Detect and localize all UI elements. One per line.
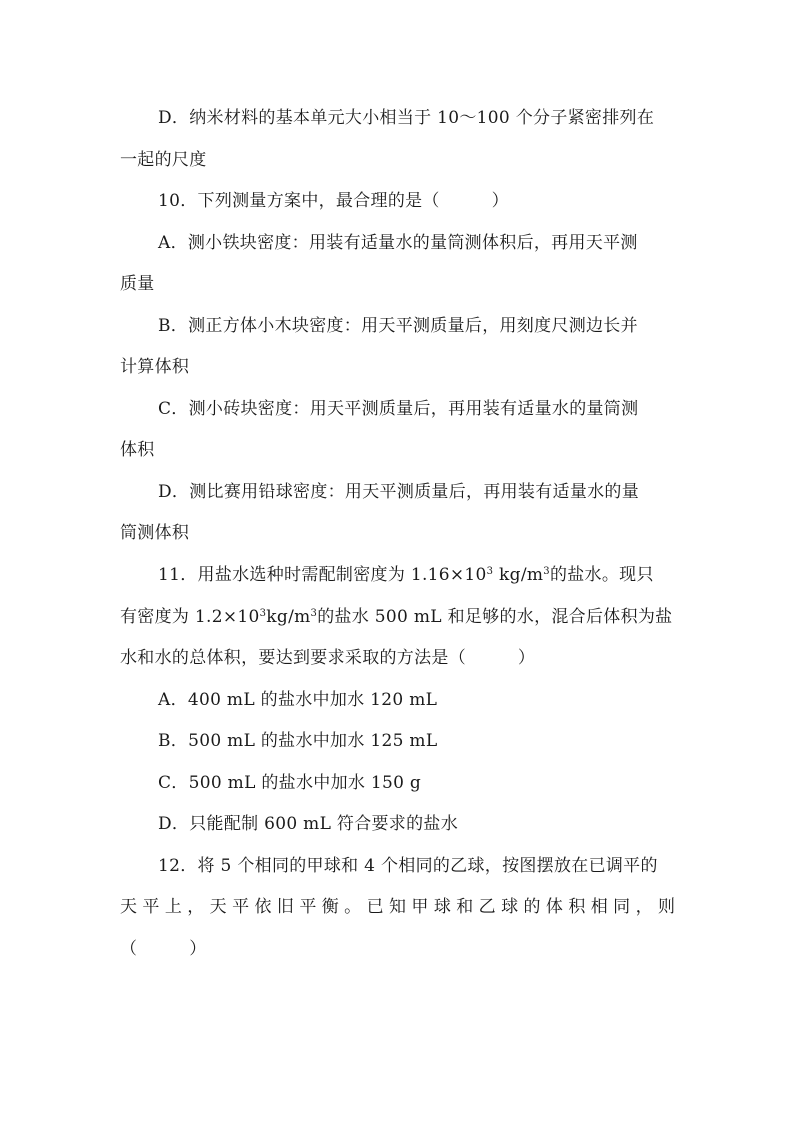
- q11-option-b: B．500 mL 的盐水中加水 125 mL: [158, 731, 438, 751]
- q11-unit-exponent-2: 3: [310, 608, 318, 619]
- q11-stem-line1-tail: 的盐水。现只: [549, 565, 654, 585]
- q10-option-a-line1: A．测小铁块密度：用装有适量水的量筒测体积后，再用天平测: [158, 233, 638, 253]
- q11-option-d: D．只能配制 600 mL 符合要求的盐水: [158, 814, 458, 834]
- q11-unit: kg/m: [493, 565, 544, 585]
- q11-exponent: 3: [486, 566, 494, 577]
- q11-stem-line2: [120, 605, 672, 629]
- q12-stem-line3: （ ）: [120, 939, 207, 959]
- q12-stem-line1: 12．将 5 个相同的甲球和 4 个相同的乙球，按图摆放在已调平的: [158, 856, 658, 876]
- q10-option-a-line2: 质量: [120, 274, 155, 294]
- q11-stem-line1-text: 11．用盐水选种时需配制密度为 1.16×10: [158, 565, 487, 585]
- q10-option-b-line2: 计算体积: [120, 357, 190, 377]
- q10-stem: 10．下列测量方案中，最合理的是（ ）: [158, 191, 509, 211]
- q11-stem-line2-text: 有密度为 1.2×10: [120, 607, 260, 627]
- q12-stem-line2: 天平上，天平依旧平衡。已知甲球和乙球的体积相同，则: [120, 897, 675, 917]
- q11-option-c: C．500 mL 的盐水中加水 150 g: [158, 773, 422, 793]
- q10-option-d-line2: 筒测体积: [120, 523, 190, 543]
- q11-stem-line3: 水和水的总体积，要达到要求采取的方法是（ ）: [120, 648, 536, 668]
- q10-option-b-line1: B．测正方体小木块密度：用天平测质量后，用刻度尺测边长并: [158, 316, 638, 336]
- q9-option-d-line2: 一起的尺度: [120, 150, 207, 170]
- q11-exponent-2: 3: [259, 608, 267, 619]
- q11-stem-line1: [158, 563, 654, 587]
- q11-option-a: A．400 mL 的盐水中加水 120 mL: [158, 690, 438, 710]
- q11-unit-2: kg/m: [266, 607, 311, 627]
- q10-option-d-line1: D．测比赛用铅球密度：用天平测质量后，再用装有适量水的量: [158, 482, 640, 502]
- q11-unit-exponent: 3: [543, 566, 550, 577]
- q11-stem-line2-tail: 的盐水 500 mL 和足够的水，混合后体积为盐: [317, 607, 673, 627]
- q10-option-c-line2: 体积: [120, 440, 155, 460]
- q9-option-d-line1: D．纳米材料的基本单元大小相当于 10～100 个分子紧密排列在: [158, 108, 655, 128]
- q10-option-c-line1: C．测小砖块密度：用天平测质量后，再用装有适量水的量筒测: [158, 399, 639, 419]
